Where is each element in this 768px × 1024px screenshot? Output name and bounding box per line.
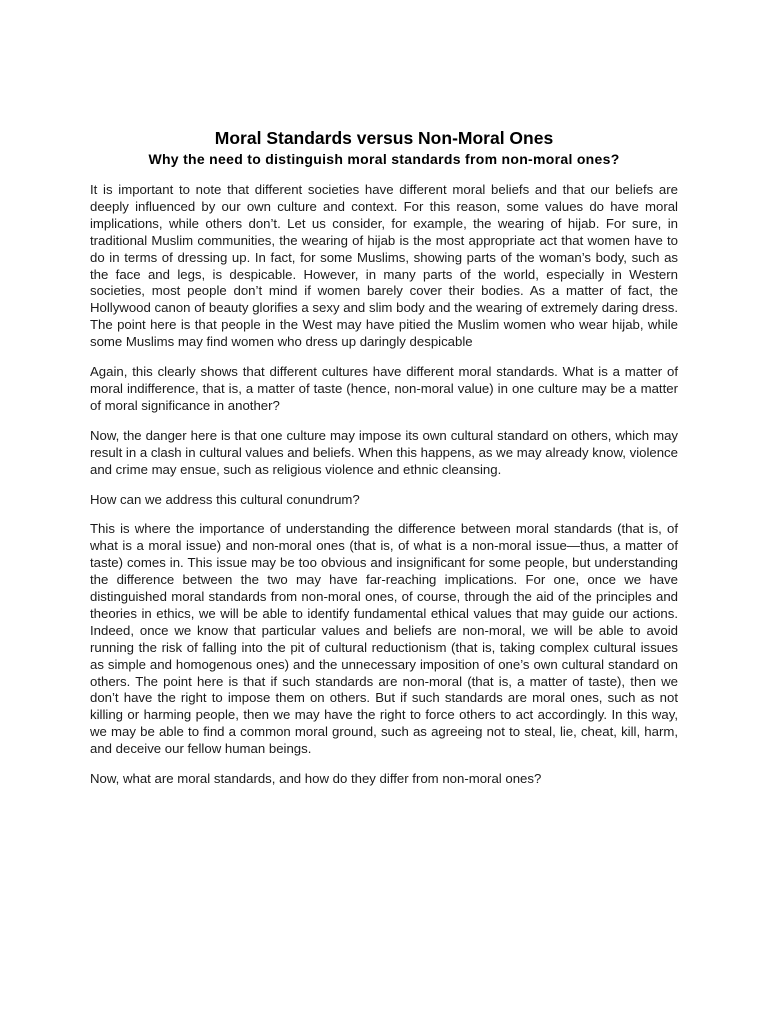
document-subtitle: Why the need to distinguish moral standards from non-moral ones? (148, 151, 620, 167)
paragraph: This is where the importance of understanding the difference between moral standards (that is, of what is a moral issue) and non-moral ones (that is, of what is a non-moral issue—thus, a matter of taste) comes in. This issue may be too obvious and insignificant for some people, but understanding the difference between the two may have far-reaching implications. For one, once we have distinguished moral standards from non-moral ones, of course, through the aid of the principles and theories in ethics, we will be able to identify fundamental ethical values that may guide our actions. Indeed, once we know that particular values and beliefs are non-moral, we will be able to avoid running the risk of falling into the pit of cultural reductionism (that is, taking complex cultural issues as simple and homogenous ones) and the unnecessary imposition of one’s own cultural standard on others. The point here is that if such standards are non-moral (that is, a matter of taste), then we don’t have the right to impose them on others. But if such standards are moral ones, such as not killing or harming people, then we may have the right to force others to act accordingly. In this way, we may be able to find a common moral ground, such as agreeing not to steal, lie, cheat, kill, harm, and deceive our fellow human beings. (90, 521, 678, 757)
paragraph: Now, the danger here is that one culture may impose its own cultural standard on others, which may result in a clash in cultural values and beliefs. When this happens, as we may already know, violence and crime may ensue, such as religious violence and ethnic cleansing. (90, 427, 678, 477)
paragraph: It is important to note that different societies have different moral beliefs and that our beliefs are deeply influenced by our own culture and context. For this reason, some values do have moral implications, while others don’t. Let us consider, for example, the wearing of hijab. For sure, in traditional Muslim communities, the wearing of hijab is the most appropriate act that women have to do in terms of dressing up. In fact, for some Muslims, showing parts of the woman’s body, such as the face and legs, is despicable. However, in many parts of the world, especially in Western societies, most people don’t mind if women barely cover their bodies. As a matter of fact, the Hollywood canon of beauty glorifies a sexy and slim body and the wearing of extremely daring dress. The point here is that people in the West may have pitied the Muslim women who wear hijab, while some Muslims may find women who dress up daringly despicable (90, 182, 678, 350)
paragraph: Now, what are moral standards, and how do they differ from non-moral ones? (90, 771, 542, 787)
document-body (90, 182, 678, 801)
document-title: Moral Standards versus Non-Moral Ones (214, 128, 554, 148)
paragraph: How can we address this cultural conundrum? (90, 491, 360, 507)
paragraph: Again, this clearly shows that different cultures have different moral standards. What is a matter of moral indifference, that is, a matter of taste (hence, non-moral value) in one culture may be a matter of moral significance in another? (90, 364, 678, 413)
